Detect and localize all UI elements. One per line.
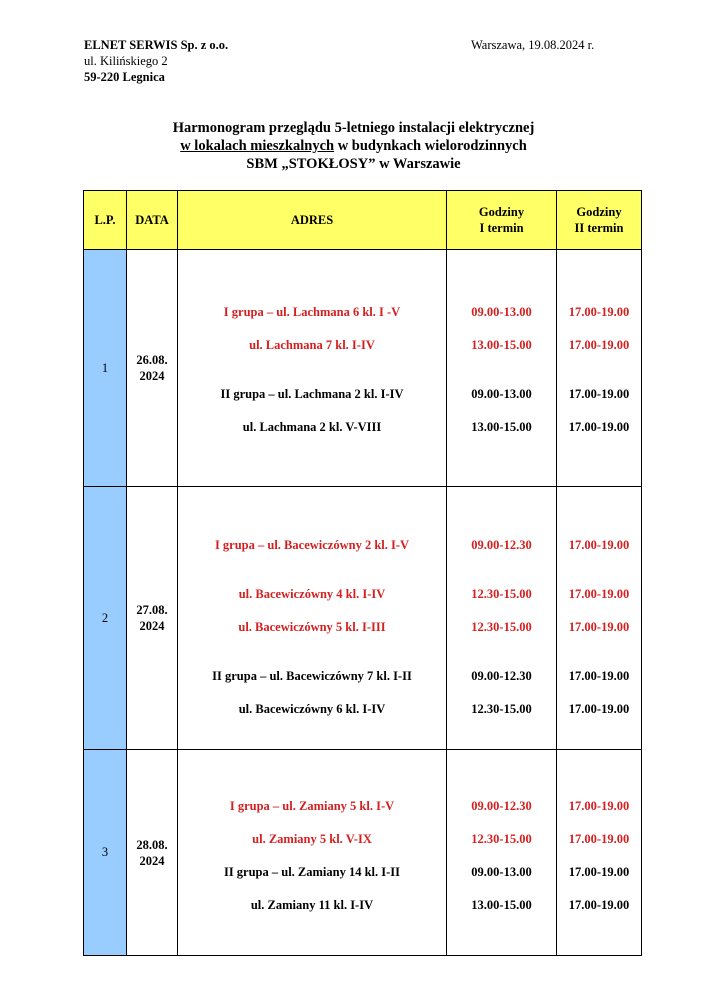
title-underlined: w lokalach mieszkalnych [180,138,335,154]
header-term1-line1: Godziny [478,205,525,219]
header-term2-line2: II termin [574,221,624,235]
document-title [0,119,707,173]
address-line: ul. Bacewiczówny 4 kl. I-IV [238,587,386,601]
company-city: 59-220 Legnica [84,70,165,84]
row-number: 3 [84,750,127,956]
row-number: 2 [84,487,127,750]
address-line: II grupa – ul. Zamiany 14 kl. I-II [223,865,401,879]
address-line: II grupa – ul. Lachmana 2 kl. I-IV [220,387,404,401]
schedule-table [83,190,642,956]
term2-cell [557,750,642,956]
row-number: 1 [84,250,127,487]
term1-cell [447,750,557,956]
row-date [127,250,178,487]
term2-hours: 17.00-19.00 [568,538,630,552]
title-line-2-rest: w budynkach wielorodzinnych [334,138,527,154]
address-cell [178,750,447,956]
row-date [127,487,178,750]
table-row [84,487,642,750]
table-row [84,250,642,487]
sender-address [84,37,228,85]
address-line: I grupa – ul. Lachmana 6 kl. I -V [223,305,401,319]
address-line: I grupa – ul. Zamiany 5 kl. I-V [229,799,395,813]
table-row [84,750,642,956]
header-lp: L.P. [84,191,127,250]
term1-hours: 12.30-15.00 [471,587,532,601]
row-date-day: 28.08. [136,837,168,852]
term1-hours: 09.00-12.30 [471,538,532,552]
place-date: Warszawa, 19.08.2024 r. [471,38,595,52]
term1-hours: 12.30-15.00 [471,832,532,846]
term2-hours: 17.00-19.00 [568,702,630,716]
row-date-day: 27.08. [136,603,168,617]
term2-hours: 17.00-19.00 [568,338,630,352]
term2-hours: 17.00-19.00 [568,387,630,401]
address-line: ul. Bacewiczówny 5 kl. I-III [238,620,386,634]
address-line: II grupa – ul. Bacewiczówny 7 kl. I-II [212,669,412,683]
header-term2 [557,191,642,250]
term1-hours: 12.30-15.00 [471,620,532,634]
term1-hours: 12.30-15.00 [471,702,532,716]
title-line-1: Harmonogram przeglądu 5-letniego instalacji elektrycznej [172,120,535,136]
term1-hours: 13.00-15.00 [471,898,532,912]
term1-hours: 09.00-12.30 [471,799,532,813]
term1-hours: 13.00-15.00 [471,338,532,352]
row-date-year: 2024 [139,369,165,383]
header-address: ADRES [178,191,447,250]
term2-hours: 17.00-19.00 [568,587,630,601]
term2-hours: 17.00-19.00 [568,898,630,912]
title-line-2 [0,137,707,155]
term2-hours: 17.00-19.00 [568,669,630,683]
term2-hours: 17.00-19.00 [568,305,630,319]
term1-hours: 09.00-13.00 [471,865,532,879]
term1-hours: 09.00-12.30 [471,669,532,683]
term2-hours: 17.00-19.00 [568,620,630,634]
term1-cell [447,487,557,750]
row-date [127,750,178,956]
address-line: I grupa – ul. Bacewiczówny 2 kl. I-V [214,538,410,552]
term2-cell [557,487,642,750]
title-line-3: SBM „STOKŁOSY” w Warszawie [246,156,461,172]
term1-hours: 09.00-13.00 [471,387,532,401]
header-term1 [447,191,557,250]
header-term1-line2: I termin [479,221,524,235]
company-name: ELNET SERWIS Sp. z o.o. [84,38,229,52]
address-line: ul. Zamiany 11 kl. I-IV [250,898,374,912]
row-date-year: 2024 [139,853,165,868]
term2-hours: 17.00-19.00 [568,799,630,813]
term2-hours: 17.00-19.00 [568,420,630,434]
address-line: ul. Lachmana 7 kl. I-IV [249,338,375,352]
company-street: ul. Kilińskiego 2 [84,54,168,68]
address-line: ul. Zamiany 5 kl. V-IX [252,832,372,846]
address-line: ul. Bacewiczówny 6 kl. I-IV [238,702,386,716]
term2-hours: 17.00-19.00 [568,832,630,846]
row-date-year: 2024 [139,619,165,633]
address-cell [178,487,447,750]
table-header-row [84,191,642,250]
term1-hours: 13.00-15.00 [471,420,532,434]
term1-hours: 09.00-13.00 [471,305,532,319]
term2-cell [557,250,642,487]
row-date-day: 26.08. [136,353,168,367]
address-line: ul. Lachmana 2 kl. V-VIII [242,420,382,434]
term1-cell [447,250,557,487]
header-date: DATA [127,191,178,250]
term2-hours: 17.00-19.00 [568,865,630,879]
address-cell [178,250,447,487]
header-term2-line1: Godziny [576,205,622,219]
